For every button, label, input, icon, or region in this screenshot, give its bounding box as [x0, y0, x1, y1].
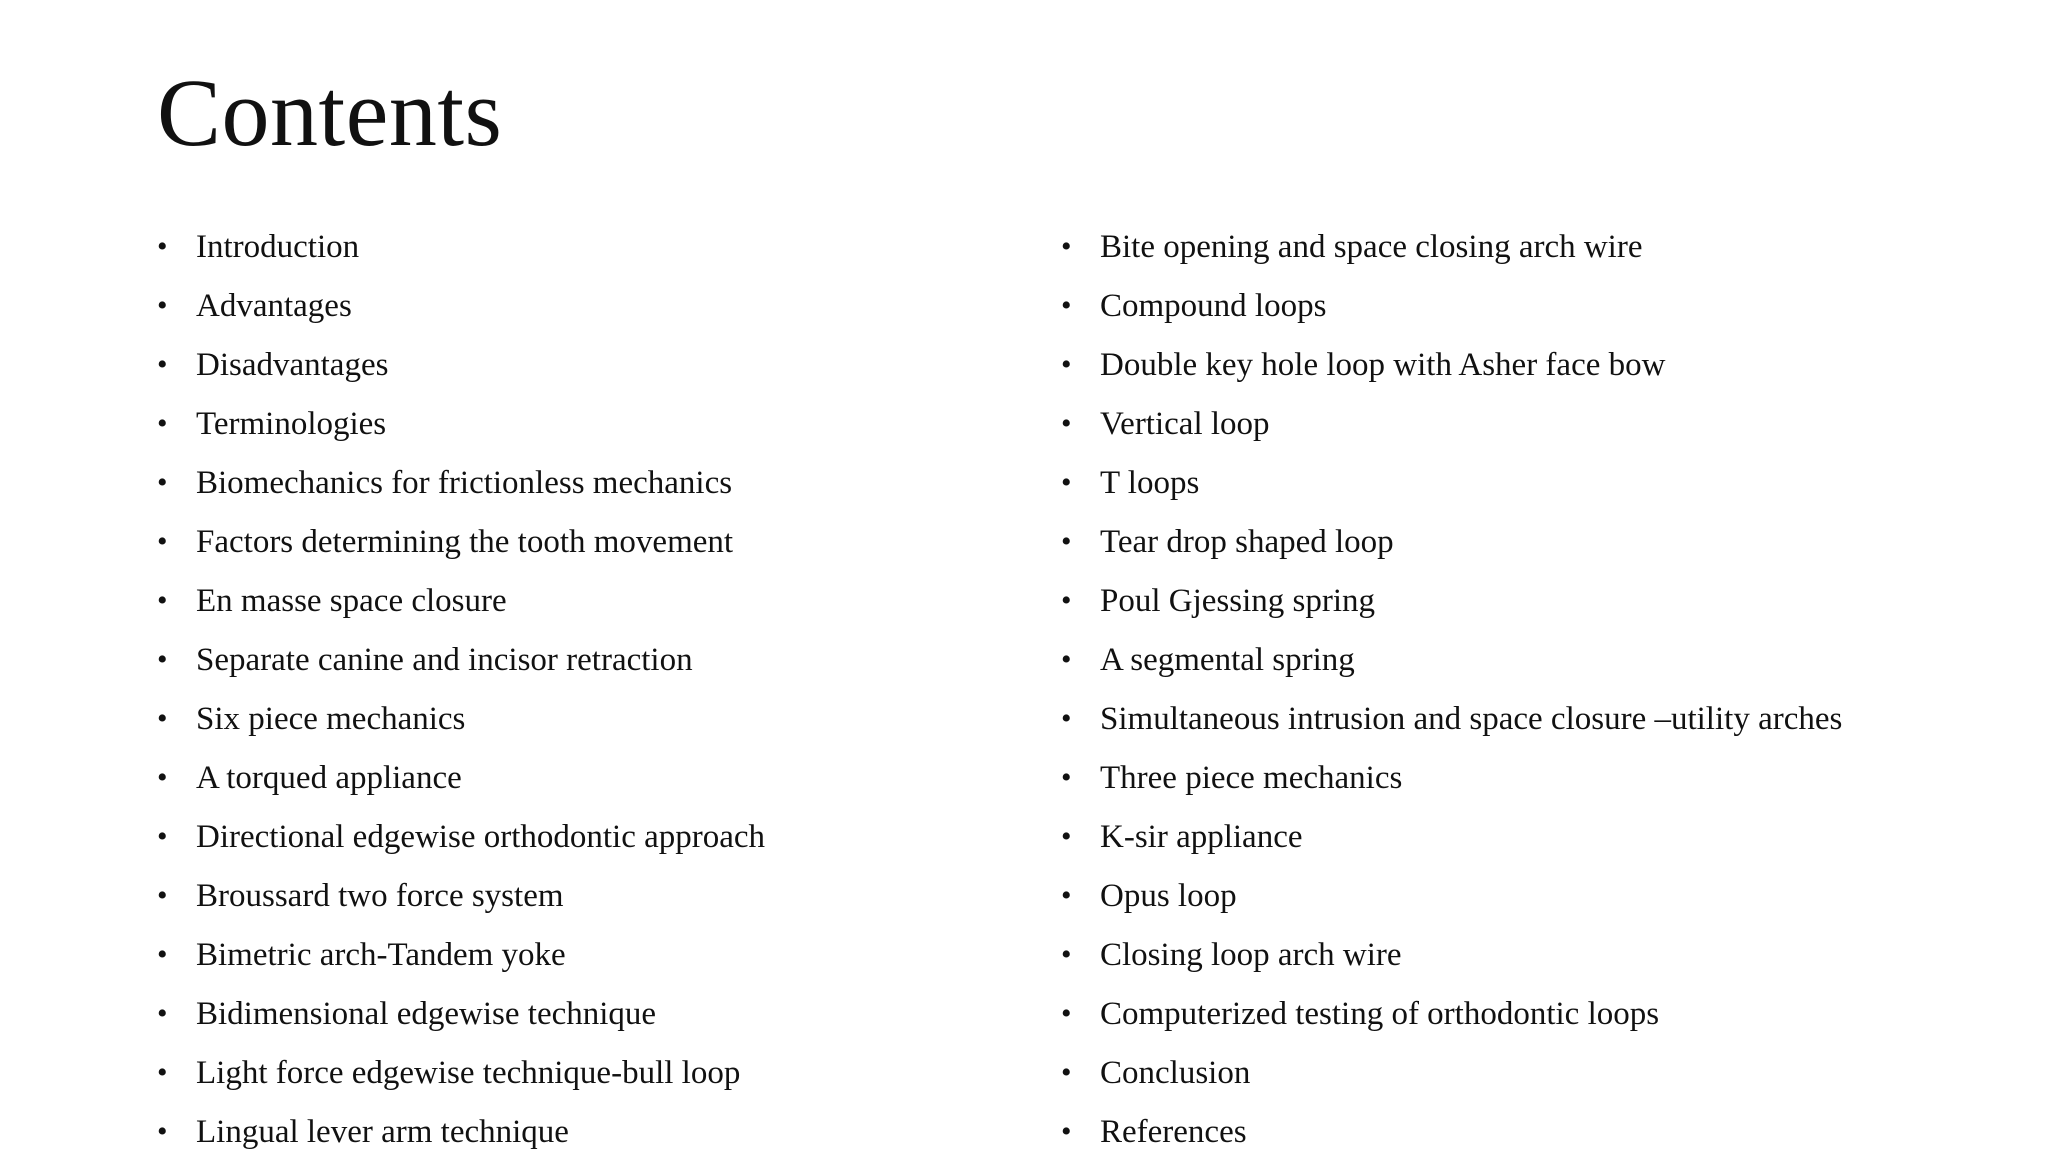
bullet-icon: • [1061, 584, 1072, 617]
bullet-icon: • [157, 289, 168, 322]
bullet-icon: • [157, 525, 168, 558]
bullet-icon: • [157, 1115, 168, 1148]
bullet-icon: • [1061, 289, 1072, 322]
contents-item-label: En masse space closure [196, 583, 507, 619]
contents-item [157, 577, 1037, 636]
bullet-icon: • [157, 879, 168, 912]
contents-item [157, 459, 1037, 518]
contents-item [157, 1049, 1037, 1108]
bullet-icon: • [157, 997, 168, 1030]
contents-item [1061, 636, 2021, 695]
contents-item [1061, 400, 2021, 459]
bullet-icon: • [1061, 702, 1072, 735]
contents-item-label: References [1100, 1114, 1247, 1150]
contents-item-label: Compound loops [1100, 288, 1327, 324]
contents-item [157, 931, 1037, 990]
contents-item-label: Disadvantages [196, 347, 389, 383]
bullet-icon: • [157, 643, 168, 676]
contents-item-label: Poul Gjessing spring [1100, 583, 1376, 619]
contents-item [157, 990, 1037, 1049]
bullet-icon: • [157, 820, 168, 853]
contents-item-label: Introduction [196, 229, 360, 265]
contents-item [1061, 872, 2021, 931]
contents-item [157, 1108, 1037, 1167]
contents-item [157, 282, 1037, 341]
contents-item [1061, 223, 2021, 282]
contents-item-label: A torqued appliance [196, 760, 462, 796]
contents-item [1061, 1049, 2021, 1108]
contents-item-label: Factors determining the tooth movement [196, 524, 734, 560]
contents-item [157, 341, 1037, 400]
contents-item [157, 695, 1037, 754]
contents-item-label: Biomechanics for frictionless mechanics [196, 465, 733, 501]
contents-item-label: Tear drop shaped loop [1100, 524, 1394, 560]
bullet-icon: • [1061, 938, 1072, 971]
contents-item-label: Advantages [196, 288, 352, 324]
contents-item-label: Bimetric arch-Tandem yoke [196, 937, 566, 973]
bullet-icon: • [157, 407, 168, 440]
bullet-icon: • [157, 348, 168, 381]
contents-item [1061, 341, 2021, 400]
contents-item [157, 400, 1037, 459]
contents-item-label: Lingual lever arm technique [196, 1114, 569, 1150]
bullet-icon: • [1061, 407, 1072, 440]
contents-item-label: Light force edgewise technique-bull loop [196, 1055, 741, 1091]
contents-item [1061, 282, 2021, 341]
contents-item [1061, 577, 2021, 636]
bullet-icon: • [1061, 525, 1072, 558]
contents-item [1061, 990, 2021, 1049]
contents-item [157, 636, 1037, 695]
bullet-icon: • [157, 584, 168, 617]
contents-item-label: Terminologies [196, 406, 387, 442]
bullet-icon: • [1061, 1056, 1072, 1089]
contents-item-label: Closing loop arch wire [1100, 937, 1402, 973]
contents-item [157, 872, 1037, 931]
contents-item [157, 754, 1037, 813]
bullet-icon: • [157, 466, 168, 499]
contents-item-label: A segmental spring [1100, 642, 1355, 678]
contents-item [1061, 813, 2021, 872]
contents-item-label: Computerized testing of orthodontic loops [1100, 996, 1660, 1032]
slide-title: Contents [157, 59, 503, 166]
contents-item [1061, 459, 2021, 518]
contents-item-label: K-sir appliance [1100, 819, 1303, 855]
contents-item [157, 813, 1037, 872]
bullet-icon: • [157, 230, 168, 263]
contents-item-label: Opus loop [1100, 878, 1237, 914]
contents-item [1061, 518, 2021, 577]
bullet-icon: • [157, 761, 168, 794]
bullet-icon: • [1061, 466, 1072, 499]
bullet-icon: • [1061, 997, 1072, 1030]
contents-item [1061, 754, 2021, 813]
bullet-icon: • [157, 702, 168, 735]
contents-item-label: Bite opening and space closing arch wire [1100, 229, 1643, 265]
contents-item-label: Directional edgewise orthodontic approach [196, 819, 766, 855]
contents-item-label: Three piece mechanics [1100, 760, 1403, 796]
bullet-icon: • [1061, 1115, 1072, 1148]
contents-item-label: Separate canine and incisor retraction [196, 642, 693, 678]
bullet-icon: • [1061, 230, 1072, 263]
bullet-icon: • [1061, 348, 1072, 381]
bullet-icon: • [157, 938, 168, 971]
contents-item-label: Broussard two force system [196, 878, 564, 914]
contents-list-right [1061, 223, 2021, 1167]
contents-item [157, 223, 1037, 282]
bullet-icon: • [1061, 761, 1072, 794]
bullet-icon: • [157, 1056, 168, 1089]
contents-item-label: Bidimensional edgewise technique [196, 996, 657, 1032]
contents-item-label: Simultaneous intrusion and space closure –utility arches [1100, 701, 1843, 737]
bullet-icon: • [1061, 879, 1072, 912]
bullet-icon: • [1061, 820, 1072, 853]
contents-item [1061, 695, 2021, 754]
contents-item-label: Double key hole loop with Asher face bow [1100, 347, 1666, 383]
contents-item-label: T loops [1100, 465, 1200, 501]
bullet-icon: • [1061, 643, 1072, 676]
contents-item-label: Six piece mechanics [196, 701, 466, 737]
contents-item-label: Conclusion [1100, 1055, 1251, 1091]
contents-item [1061, 1108, 2021, 1167]
contents-item [157, 518, 1037, 577]
contents-list-left [157, 223, 1037, 1167]
contents-item-label: Vertical loop [1100, 406, 1270, 442]
contents-item [1061, 931, 2021, 990]
